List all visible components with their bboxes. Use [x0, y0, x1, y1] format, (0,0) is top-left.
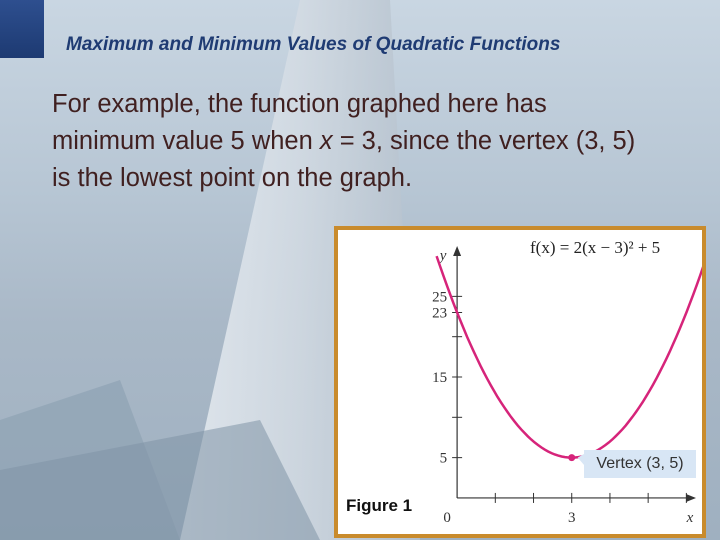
x-axis-label: x — [686, 509, 694, 526]
y-tick-label: 15 — [432, 370, 448, 386]
function-label: f(x) = 2(x − 3)² + 5 — [530, 238, 661, 257]
x-axis-arrow — [686, 494, 696, 502]
parabola-chart — [338, 230, 702, 534]
figure-caption: Figure 1 — [346, 496, 413, 515]
slide-body — [52, 86, 652, 197]
x-tick-label: 0 — [443, 509, 451, 526]
body-text-variable: x — [319, 127, 333, 155]
x-tick-label: 3 — [567, 509, 576, 526]
y-axis-arrow — [453, 246, 461, 256]
vertex-point — [568, 454, 575, 461]
y-tick-label: 23 — [432, 305, 448, 322]
figure-panel — [334, 226, 706, 538]
parabola-curve — [437, 256, 702, 458]
body-text-part: For example, the function graphed here has minimum value 5 when — [52, 90, 547, 155]
y-tick-label: 5 — [439, 450, 448, 467]
vertex-callout: Vertex (3, 5) — [584, 450, 696, 478]
slide-title: Maximum and Minimum Values of Quadratic Functions — [66, 34, 561, 55]
tower-logo — [0, 0, 44, 58]
y-axis-label: y — [439, 248, 447, 264]
y-tick-label: 25 — [432, 289, 448, 306]
body-text-part: = 3, since the vertex (3, 5) is the lowest point on the graph. — [52, 127, 636, 192]
